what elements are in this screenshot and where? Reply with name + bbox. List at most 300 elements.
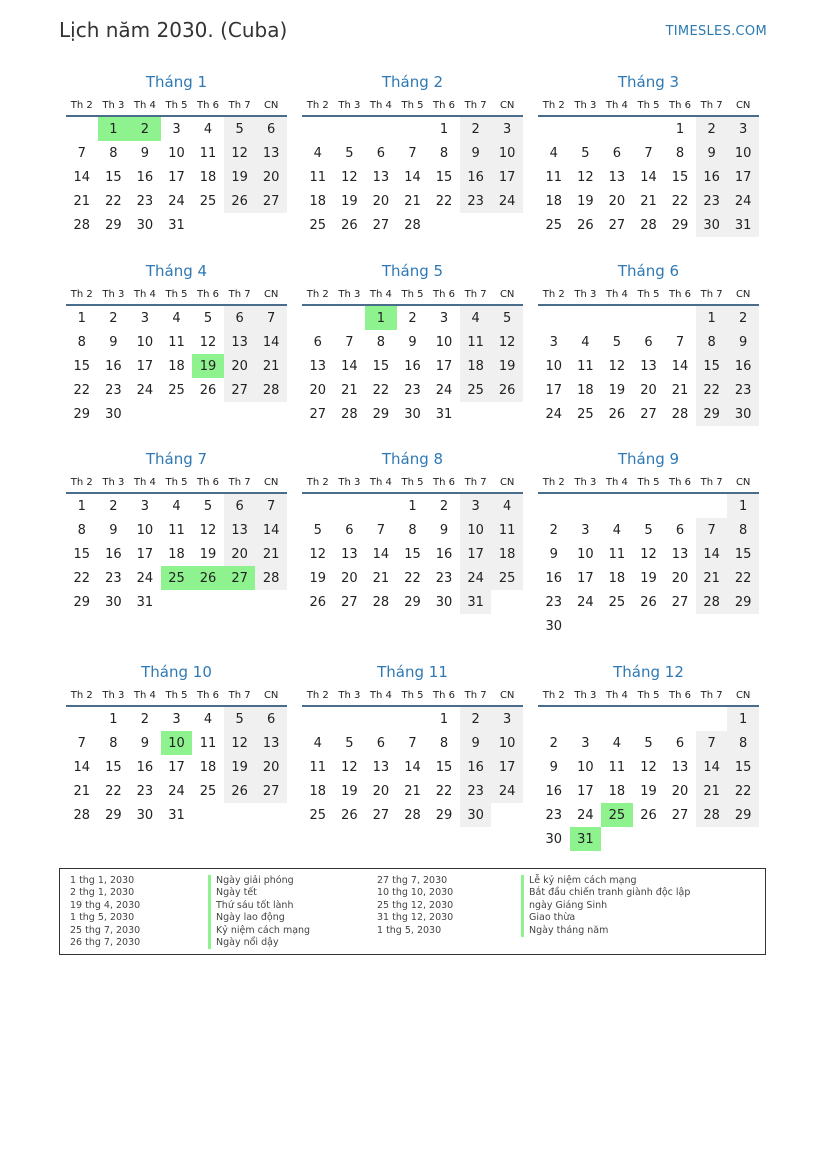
- weekday-header: Th 3: [570, 284, 602, 305]
- day-cell: 3: [727, 116, 759, 141]
- day-cell: 12: [341, 169, 358, 185]
- month-block: [66, 661, 287, 827]
- day-cell: 9: [439, 522, 449, 538]
- day-cell: 6: [675, 522, 685, 538]
- day-cell: 17: [491, 755, 523, 779]
- day-cell: 27: [309, 406, 327, 422]
- day-cell: 3: [491, 706, 523, 731]
- empty-cell: [664, 614, 696, 638]
- empty-cell: [224, 402, 256, 426]
- day-cell: 17: [727, 165, 759, 189]
- legend-holiday-name: Ngày lao động: [208, 912, 310, 924]
- day-cell: 1: [727, 706, 759, 731]
- empty-cell: [365, 493, 397, 518]
- day-cell: 23: [136, 783, 154, 799]
- weekday-header: Th 7: [224, 472, 256, 493]
- weekday-header: Th 3: [98, 472, 130, 493]
- day-cell: 1: [77, 498, 86, 514]
- day-cell: 7: [376, 522, 386, 538]
- day-cell: 4: [549, 145, 558, 161]
- day-cell: 10: [460, 518, 492, 542]
- day-cell: 19: [224, 165, 256, 189]
- day-cell: 24: [168, 783, 185, 799]
- weekday-header: Th 7: [460, 685, 492, 706]
- day-cell: 6: [255, 706, 287, 731]
- legend-date: 1 thg 1, 2030: [70, 875, 135, 886]
- empty-cell: [633, 614, 665, 638]
- legend-holiday-name: Ngày nổi dậy: [208, 937, 310, 949]
- day-cell: 4: [172, 498, 181, 514]
- day-cell: 22: [404, 570, 421, 586]
- day-cell: 14: [73, 759, 91, 775]
- day-cell: 10: [491, 141, 523, 165]
- day-cell: 7: [255, 305, 287, 330]
- day-cell: 21: [341, 382, 358, 398]
- day-cell: 18: [545, 193, 563, 209]
- day-cell: 6: [313, 334, 322, 350]
- day-cell: 24: [577, 594, 594, 610]
- legend-date: 10 thg 10, 2030: [377, 887, 454, 899]
- day-cell: 22: [435, 783, 453, 799]
- day-cell: 31: [727, 213, 759, 237]
- day-cell: 24: [136, 382, 154, 398]
- day-cell: 26: [192, 566, 224, 590]
- legend-holiday-name: Bắt đầu chiến tranh giành độc lập: [521, 887, 690, 899]
- legend-dates-col-1: [70, 875, 140, 949]
- page-title: Lịch năm 2030. (Cuba): [59, 18, 288, 42]
- day-cell: 15: [73, 358, 91, 374]
- weekday-header: Th 5: [633, 472, 665, 493]
- day-cell: 26: [224, 779, 256, 803]
- weekday-header: Th 5: [161, 685, 193, 706]
- empty-cell: [570, 614, 602, 638]
- month-name: Tháng 10: [141, 663, 212, 681]
- day-cell: 13: [671, 546, 689, 562]
- day-cell: 9: [460, 141, 492, 165]
- day-cell: 11: [309, 759, 327, 775]
- day-cell: 20: [372, 783, 390, 799]
- weekday-header: CN: [491, 472, 523, 493]
- day-cell: 25: [199, 783, 217, 799]
- day-cell: 6: [612, 145, 622, 161]
- day-cell: 24: [168, 193, 185, 209]
- day-cell: 2: [460, 706, 492, 731]
- day-cell: 5: [313, 522, 322, 538]
- empty-cell: [538, 706, 570, 731]
- weekday-header: Th 6: [192, 95, 224, 116]
- day-cell: 12: [577, 169, 594, 185]
- day-cell: 10: [435, 334, 453, 350]
- weekday-header: Th 4: [601, 685, 633, 706]
- day-cell: 20: [255, 755, 287, 779]
- day-cell: 11: [608, 759, 626, 775]
- day-cell: 2: [549, 522, 558, 538]
- weekday-header: Th 3: [570, 95, 602, 116]
- day-cell: 30: [435, 594, 453, 610]
- day-cell: 19: [577, 193, 594, 209]
- day-cell: 9: [109, 522, 118, 538]
- day-cell: 15: [372, 358, 390, 374]
- day-cell: 26: [640, 807, 657, 823]
- empty-cell: [601, 116, 633, 141]
- empty-cell: [664, 305, 696, 330]
- weekday-header: Th 3: [334, 472, 366, 493]
- day-cell: 3: [140, 498, 150, 514]
- day-cell: 24: [577, 807, 594, 823]
- empty-cell: [129, 402, 161, 426]
- day-cell: 13: [309, 358, 327, 374]
- day-cell: 26: [491, 378, 523, 402]
- day-cell: 21: [73, 193, 91, 209]
- day-cell: 27: [255, 779, 287, 803]
- day-cell: 18: [608, 783, 626, 799]
- day-cell: 26: [199, 382, 217, 398]
- weekday-header: Th 4: [129, 685, 161, 706]
- day-cell: 13: [255, 141, 287, 165]
- day-cell: 13: [341, 546, 358, 562]
- day-cell: 27: [341, 594, 358, 610]
- month-name: Tháng 1: [145, 73, 208, 91]
- day-cell: 1: [696, 305, 728, 330]
- weekday-header: Th 7: [460, 95, 492, 116]
- weekday-header: Th 3: [98, 284, 130, 305]
- day-cell: 21: [696, 566, 728, 590]
- empty-cell: [161, 590, 193, 614]
- day-cell: 5: [491, 305, 523, 330]
- day-cell: 25: [491, 566, 523, 590]
- day-cell: 7: [255, 493, 287, 518]
- day-cell: 14: [341, 358, 358, 374]
- day-cell: 15: [105, 169, 122, 185]
- legend-date: 19 thg 4, 2030: [70, 899, 141, 911]
- day-cell: 9: [140, 145, 150, 161]
- day-cell: 28: [255, 566, 287, 590]
- day-cell: 18: [309, 193, 327, 209]
- day-cell: 23: [404, 382, 421, 398]
- weekday-header: CN: [727, 472, 759, 493]
- empty-cell: [601, 614, 633, 638]
- day-cell: 9: [408, 334, 417, 350]
- day-cell: 26: [341, 807, 358, 823]
- day-cell: 10: [727, 141, 759, 165]
- empty-cell: [192, 803, 224, 827]
- day-cell: 9: [460, 731, 492, 755]
- day-cell: 4: [612, 522, 622, 538]
- day-cell: 5: [203, 310, 213, 326]
- weekday-header: Th 6: [428, 685, 460, 706]
- empty-cell: [601, 706, 633, 731]
- day-cell: 25: [608, 594, 626, 610]
- day-cell: 8: [109, 735, 118, 751]
- day-cell: 16: [545, 783, 563, 799]
- weekday-header: Th 5: [397, 284, 429, 305]
- day-cell: 3: [581, 522, 590, 538]
- day-cell: 9: [549, 759, 558, 775]
- empty-cell: [365, 706, 397, 731]
- day-cell: 21: [404, 193, 421, 209]
- day-cell: 29: [696, 402, 728, 426]
- day-cell: 26: [577, 217, 594, 233]
- weekday-header: CN: [491, 284, 523, 305]
- day-cell: 29: [73, 406, 91, 422]
- empty-cell: [334, 493, 366, 518]
- day-cell: 24: [136, 570, 154, 586]
- day-cell: 20: [341, 570, 358, 586]
- day-cell: 20: [255, 165, 287, 189]
- weekday-header: Th 6: [664, 685, 696, 706]
- day-cell: 15: [696, 354, 728, 378]
- day-cell: 28: [696, 590, 728, 614]
- weekday-header: Th 7: [460, 472, 492, 493]
- day-cell: 22: [73, 382, 91, 398]
- weekday-header: Th 3: [334, 95, 366, 116]
- day-cell: 14: [73, 169, 91, 185]
- day-cell: 28: [404, 217, 421, 233]
- day-cell: 31: [460, 590, 492, 614]
- weekday-header: Th 4: [601, 472, 633, 493]
- empty-cell: [334, 305, 366, 330]
- day-cell: 2: [140, 711, 150, 727]
- day-cell: 1: [439, 121, 449, 137]
- empty-cell: [428, 213, 460, 237]
- day-cell: 9: [549, 546, 558, 562]
- day-cell: 27: [224, 378, 256, 402]
- empty-cell: [224, 590, 256, 614]
- legend-dates-col-2: [377, 875, 453, 937]
- legend-holiday-name: Ngày tết: [208, 887, 310, 899]
- day-cell: 25: [199, 193, 217, 209]
- day-cell: 1: [439, 711, 449, 727]
- day-cell: 7: [696, 518, 728, 542]
- weekday-header: Th 5: [161, 95, 193, 116]
- day-cell: 7: [408, 145, 417, 161]
- day-cell: 16: [460, 755, 492, 779]
- month-block: [302, 661, 523, 827]
- month-block: [66, 448, 287, 614]
- day-cell: 8: [696, 330, 728, 354]
- day-cell: 9: [696, 141, 728, 165]
- day-cell: 4: [203, 711, 213, 727]
- day-cell: 10: [168, 145, 185, 161]
- legend-holiday-name: Ngày giải phóng: [208, 875, 310, 887]
- day-cell: 18: [168, 546, 185, 562]
- month-name: Tháng 4: [145, 262, 208, 280]
- day-cell: 7: [77, 735, 86, 751]
- day-cell: 21: [73, 783, 91, 799]
- day-cell: 10: [136, 522, 154, 538]
- day-cell: 31: [435, 406, 453, 422]
- day-cell: 12: [224, 141, 256, 165]
- month-name: Tháng 9: [617, 450, 680, 468]
- empty-cell: [334, 706, 366, 731]
- day-cell: 31: [570, 827, 602, 851]
- empty-cell: [491, 590, 523, 614]
- day-cell: 27: [372, 217, 390, 233]
- weekday-header: Th 5: [397, 95, 429, 116]
- month-block: [302, 260, 523, 426]
- day-cell: 21: [255, 354, 287, 378]
- day-cell: 4: [313, 145, 322, 161]
- day-cell: 18: [168, 358, 185, 374]
- day-cell: 23: [136, 193, 154, 209]
- empty-cell: [633, 305, 665, 330]
- day-cell: 21: [255, 542, 287, 566]
- weekday-header: Th 6: [664, 284, 696, 305]
- day-cell: 2: [439, 498, 449, 514]
- empty-cell: [570, 706, 602, 731]
- weekday-header: Th 2: [538, 95, 570, 116]
- day-cell: 23: [460, 779, 492, 803]
- weekday-header: Th 7: [696, 284, 728, 305]
- day-cell: 7: [77, 145, 86, 161]
- day-cell: 22: [435, 193, 453, 209]
- day-cell: 20: [640, 382, 657, 398]
- day-cell: 20: [671, 783, 689, 799]
- day-cell: 22: [696, 378, 728, 402]
- weekday-header: Th 7: [696, 685, 728, 706]
- day-cell: 31: [136, 594, 154, 610]
- empty-cell: [66, 116, 98, 141]
- site-link[interactable]: TIMESLES.COM: [665, 24, 767, 39]
- day-cell: 22: [105, 193, 122, 209]
- day-cell: 29: [727, 590, 759, 614]
- day-cell: 21: [671, 382, 689, 398]
- weekday-header: Th 3: [334, 284, 366, 305]
- day-cell: 28: [404, 807, 421, 823]
- day-cell: 8: [376, 334, 386, 350]
- day-cell: 18: [577, 382, 594, 398]
- day-cell: 5: [345, 735, 354, 751]
- day-cell: 15: [73, 546, 91, 562]
- day-cell: 17: [136, 358, 154, 374]
- day-cell: 3: [581, 735, 590, 751]
- day-cell: 19: [341, 783, 358, 799]
- day-cell: 14: [372, 546, 390, 562]
- empty-cell: [397, 116, 429, 141]
- day-cell: 1: [77, 310, 86, 326]
- day-cell: 12: [640, 759, 657, 775]
- weekday-header: Th 6: [664, 472, 696, 493]
- weekday-header: Th 7: [460, 284, 492, 305]
- day-cell: 12: [199, 522, 217, 538]
- day-cell: 11: [168, 522, 185, 538]
- day-cell: 2: [460, 116, 492, 141]
- day-cell: 27: [608, 217, 626, 233]
- day-cell: 13: [608, 169, 626, 185]
- month-block: [538, 448, 759, 638]
- empty-cell: [570, 116, 602, 141]
- day-cell: 22: [727, 566, 759, 590]
- day-cell: 28: [255, 378, 287, 402]
- day-cell: 31: [168, 807, 185, 823]
- weekday-header: Th 2: [66, 685, 98, 706]
- day-cell: 2: [109, 310, 118, 326]
- empty-cell: [255, 590, 287, 614]
- day-cell: 14: [255, 330, 287, 354]
- empty-cell: [66, 706, 98, 731]
- day-cell: 23: [105, 382, 122, 398]
- day-cell: 27: [372, 807, 390, 823]
- legend-names-col-2: [521, 875, 690, 937]
- weekday-header: Th 5: [161, 284, 193, 305]
- day-cell: 6: [224, 493, 256, 518]
- empty-cell: [633, 493, 665, 518]
- weekday-header: Th 6: [192, 685, 224, 706]
- day-cell: 1: [98, 116, 130, 141]
- day-cell: 23: [435, 570, 453, 586]
- day-cell: 2: [727, 305, 759, 330]
- day-cell: 18: [309, 783, 327, 799]
- empty-cell: [302, 305, 334, 330]
- day-cell: 20: [224, 542, 256, 566]
- day-cell: 22: [105, 783, 122, 799]
- day-cell: 8: [77, 334, 86, 350]
- weekday-header: Th 3: [570, 685, 602, 706]
- month-name: Tháng 11: [377, 663, 448, 681]
- day-cell: 20: [224, 354, 256, 378]
- day-cell: 12: [309, 546, 327, 562]
- day-cell: 20: [372, 193, 390, 209]
- weekday-header: Th 6: [192, 472, 224, 493]
- weekday-header: Th 6: [428, 472, 460, 493]
- day-cell: 21: [640, 193, 657, 209]
- day-cell: 26: [640, 594, 657, 610]
- day-cell: 1: [675, 121, 685, 137]
- day-cell: 28: [696, 803, 728, 827]
- day-cell: 26: [224, 189, 256, 213]
- weekday-header: Th 4: [129, 95, 161, 116]
- day-cell: 23: [460, 189, 492, 213]
- empty-cell: [664, 827, 696, 851]
- day-cell: 29: [372, 406, 390, 422]
- day-cell: 3: [439, 310, 449, 326]
- day-cell: 7: [345, 334, 354, 350]
- day-cell: 16: [435, 546, 453, 562]
- empty-cell: [570, 305, 602, 330]
- holiday-legend: [59, 868, 766, 955]
- legend-date: 1 thg 5, 2030: [377, 924, 442, 936]
- day-cell: 5: [581, 145, 590, 161]
- day-cell: 9: [109, 334, 118, 350]
- empty-cell: [302, 116, 334, 141]
- empty-cell: [664, 493, 696, 518]
- day-cell: 6: [255, 116, 287, 141]
- month-name: Tháng 2: [381, 73, 444, 91]
- weekday-header: Th 4: [365, 685, 397, 706]
- day-cell: 27: [255, 189, 287, 213]
- weekday-header: Th 2: [66, 95, 98, 116]
- day-cell: 5: [203, 498, 213, 514]
- day-cell: 6: [644, 334, 653, 350]
- weekday-header: Th 7: [224, 95, 256, 116]
- weekday-header: CN: [491, 95, 523, 116]
- weekday-header: Th 6: [428, 95, 460, 116]
- day-cell: 19: [608, 382, 626, 398]
- empty-cell: [633, 706, 665, 731]
- empty-cell: [633, 116, 665, 141]
- day-cell: 16: [404, 358, 421, 374]
- day-cell: 14: [696, 755, 728, 779]
- day-cell: 8: [675, 145, 685, 161]
- day-cell: 22: [671, 193, 689, 209]
- month-name: Tháng 12: [613, 663, 684, 681]
- weekday-header: Th 2: [302, 685, 334, 706]
- empty-cell: [460, 402, 492, 426]
- legend-holiday-name: Ngày tháng năm: [521, 925, 690, 937]
- weekday-header: CN: [727, 95, 759, 116]
- legend-date: 1 thg 5, 2030: [70, 912, 135, 924]
- day-cell: 22: [372, 382, 390, 398]
